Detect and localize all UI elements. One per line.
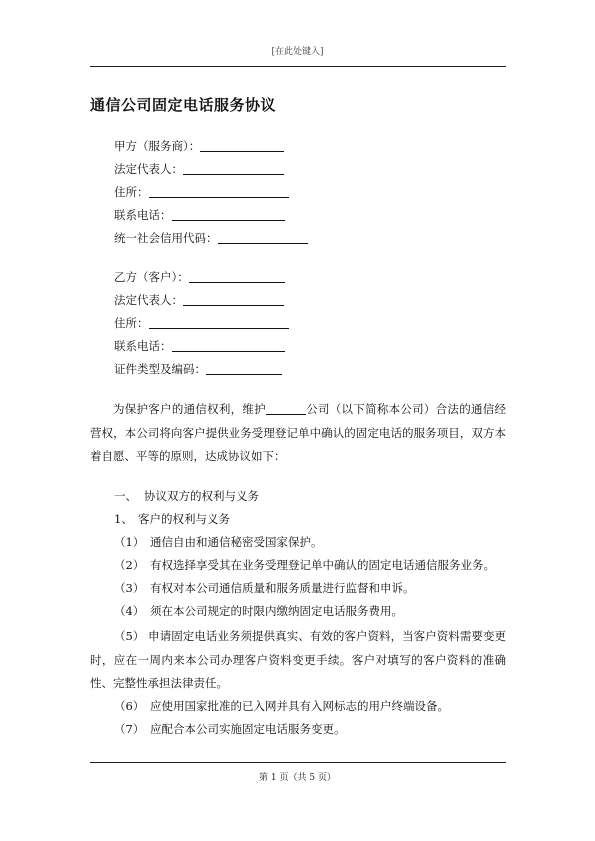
- list-item: [114, 604, 403, 618]
- party-b-name-field: [114, 270, 285, 284]
- party-b-address-field: [114, 316, 289, 330]
- fill-blank[interactable]: [149, 316, 289, 329]
- header-divider: [90, 66, 506, 67]
- party-a-representative-field: [114, 162, 284, 176]
- page-footer: 第 1 页（共 5 页）: [259, 773, 336, 783]
- field-label: 甲方（服务商）：: [114, 139, 201, 153]
- list-item: [114, 722, 346, 736]
- fill-blank[interactable]: [172, 339, 285, 352]
- field-label: 住所：: [114, 316, 149, 330]
- field-label: 法定代表人：: [114, 293, 183, 307]
- field-label: 证件类型及编码：: [114, 362, 206, 376]
- item-text: 有权选择享受其在业务受理登记单中确认的固定电话通信服务业务。: [150, 558, 495, 572]
- intro-paragraph: [90, 398, 506, 469]
- party-b-representative-field: [114, 293, 284, 307]
- section-title: 协议双方的权利与义务: [144, 489, 259, 503]
- list-item: [90, 625, 506, 696]
- item-text: 应配合本公司实施固定电话服务变更。: [150, 722, 346, 736]
- intro-text-part2: 公司（以下简称本公司）合法的通信经营权，本公司将向客户提供业务受理登记单中确认的固定电话的服务项目，双方本着自愿、平等的原则，达成协议如下：: [90, 402, 507, 463]
- list-item: [114, 581, 415, 595]
- page-header: [在此处键入]: [271, 47, 324, 57]
- fill-blank[interactable]: [206, 362, 282, 375]
- fill-blank[interactable]: [200, 139, 284, 152]
- list-item: [114, 558, 495, 572]
- fill-blank[interactable]: [183, 162, 284, 175]
- party-b-phone-field: [114, 339, 285, 353]
- field-label: 联系电话：: [114, 339, 172, 353]
- item-number: （2）: [114, 558, 145, 572]
- item-number: （5）: [114, 629, 145, 643]
- fill-blank[interactable]: [218, 231, 308, 244]
- list-item: [114, 699, 449, 713]
- fill-blank[interactable]: [172, 208, 285, 221]
- fill-blank[interactable]: [183, 293, 284, 306]
- subsection-heading: [114, 512, 230, 526]
- section-heading: [114, 489, 259, 503]
- party-a-name-field: [114, 139, 284, 153]
- party-a-phone-field: [114, 208, 285, 222]
- list-item: [114, 535, 323, 549]
- item-text: 申请固定电话业务须提供真实、有效的客户资料，当客户资料需要变更时，应在一周内来本公司办理客户资料变更手续。客户对填写的客户资料的准确性、完整性承担法律责任。: [90, 629, 506, 690]
- item-text: 应使用国家批准的已入网并具有入网标志的用户终端设备。: [150, 699, 449, 713]
- party-b-id-field: [114, 362, 282, 376]
- field-label: 住所：: [114, 185, 149, 199]
- field-label: 乙方（客户）：: [114, 270, 189, 284]
- item-number: （4）: [114, 604, 145, 618]
- item-text: 须在本公司规定的时限内缴纳固定电话服务费用。: [150, 604, 403, 618]
- field-label: 统一社会信用代码：: [114, 231, 218, 245]
- item-number: （1）: [114, 535, 145, 549]
- intro-text-part1: 为保护客户的通信权利，维护: [113, 402, 266, 416]
- item-number: （3）: [114, 581, 145, 595]
- item-number: （6）: [114, 699, 145, 713]
- party-a-credit-code-field: [114, 231, 308, 245]
- field-label: 法定代表人：: [114, 162, 183, 176]
- subsection-number: 1、: [114, 512, 133, 526]
- fill-blank[interactable]: [149, 185, 289, 198]
- section-number: 一、: [114, 489, 137, 503]
- fill-blank[interactable]: [189, 270, 285, 283]
- item-text: 通信自由和通信秘密受国家保护。: [150, 535, 323, 549]
- document-title: 通信公司固定电话服务协议: [90, 96, 277, 114]
- company-name-blank[interactable]: [266, 402, 306, 415]
- item-text: 有权对本公司通信质量和服务质量进行监督和申诉。: [150, 581, 415, 595]
- footer-divider: [90, 762, 506, 763]
- party-a-address-field: [114, 185, 289, 199]
- subsection-title: 客户的权利与义务: [138, 512, 230, 526]
- item-number: （7）: [114, 722, 145, 736]
- field-label: 联系电话：: [114, 208, 172, 222]
